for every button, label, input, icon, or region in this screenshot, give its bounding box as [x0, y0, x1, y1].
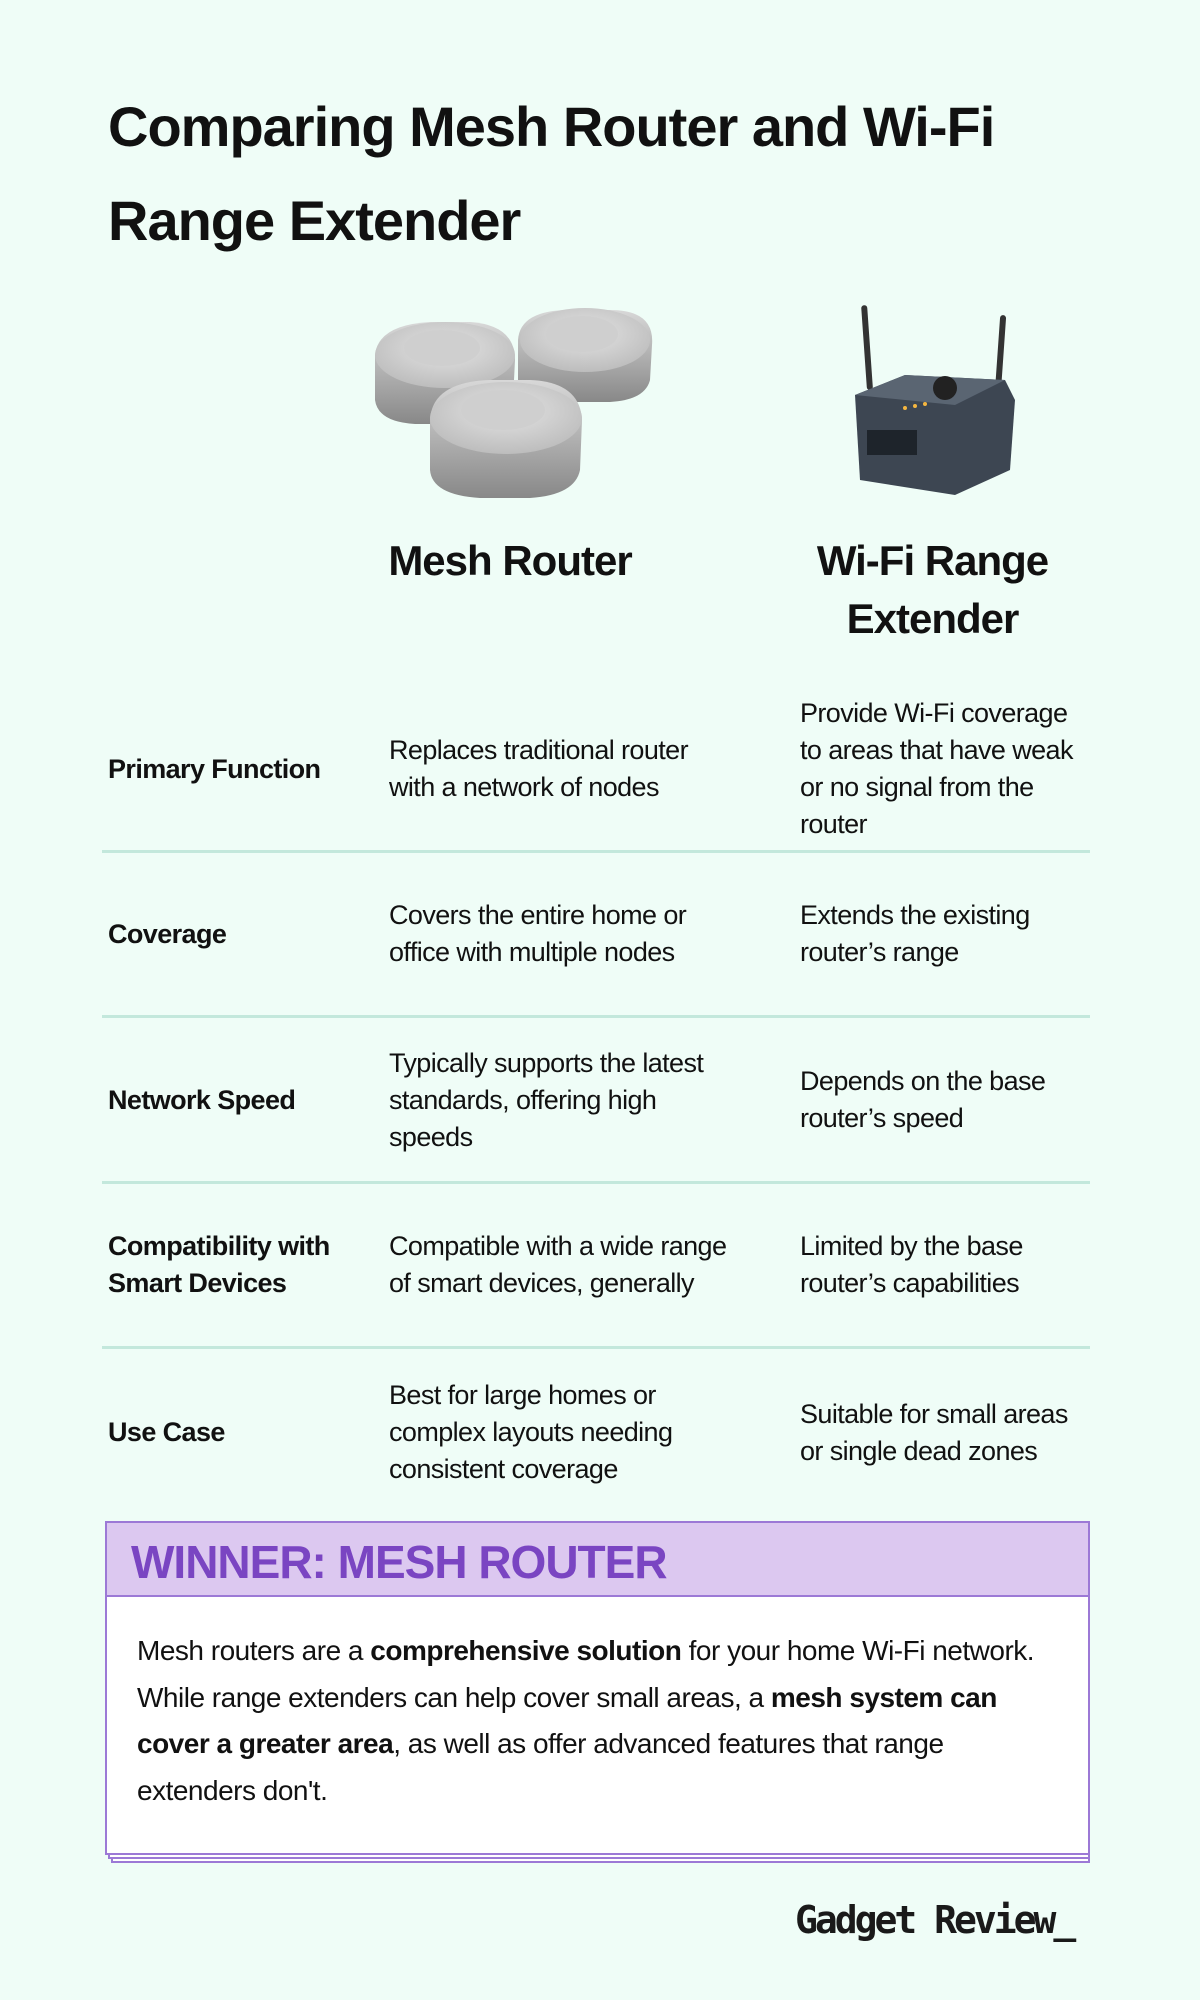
table-row: [102, 853, 1090, 1018]
brand-logo: Gadget Review_: [795, 1898, 1074, 1942]
extender-cell: Suitable for small areas or single dead zones: [800, 1398, 1068, 1466]
page-title: Comparing Mesh Router and Wi-Fi Range Extender: [108, 95, 995, 252]
mesh-cell: Compatible with a wide range of smart devices, generally: [389, 1231, 727, 1298]
mesh-cell: Replaces traditional router with a network of nodes: [389, 735, 688, 802]
mesh-cell: Best for large homes or complex layouts needing consistent coverage: [389, 1380, 673, 1484]
winner-card: [105, 1521, 1090, 1855]
column-header-line: Extender: [846, 595, 1019, 642]
table-row: [102, 1350, 1090, 1515]
row-label: Coverage: [108, 918, 227, 949]
winner-description: [137, 1628, 1062, 1814]
extender-cell: Provide Wi-Fi coverage to areas that have weak or no signal from the router: [800, 698, 1073, 839]
text: , as well as offer advanced features that range extenders don't.: [137, 1728, 944, 1806]
extender-cell: Depends on the base router’s speed: [800, 1066, 1046, 1133]
mesh-cell: Typically supports the latest standards, offering high speeds: [389, 1047, 704, 1152]
emphasis: comprehensive solution: [370, 1635, 682, 1666]
table-row: [102, 1184, 1090, 1349]
winner-header: [107, 1523, 1088, 1597]
column-header-mesh-router: Mesh Router: [388, 537, 632, 584]
mesh-router-image: [370, 300, 655, 515]
row-label: Compatibility with Smart Devices: [108, 1231, 330, 1298]
text: for your home Wi-Fi network. While range extenders can help cover small areas, a: [137, 1635, 1035, 1713]
column-header-line: Wi-Fi Range: [816, 537, 1049, 584]
text: Mesh routers are a: [137, 1635, 371, 1666]
table-row: [102, 1019, 1090, 1184]
row-label: Network Speed: [108, 1084, 296, 1115]
mesh-cell: Covers the entire home or office with multiple nodes: [389, 900, 687, 967]
table-row: [102, 688, 1090, 853]
extender-cell: Extends the existing router’s range: [800, 900, 1030, 967]
range-extender-image: [845, 300, 1020, 500]
row-label: Use Case: [108, 1417, 225, 1447]
column-header-range-extender: [780, 532, 1085, 648]
row-label: Primary Function: [108, 753, 321, 784]
emphasis: mesh system can cover a greater area: [137, 1681, 997, 1759]
extender-cell: Limited by the base router’s capabilities: [800, 1231, 1023, 1298]
winner-box: [105, 1521, 1090, 1855]
winner-title: WINNER: MESH ROUTER: [131, 1536, 667, 1588]
